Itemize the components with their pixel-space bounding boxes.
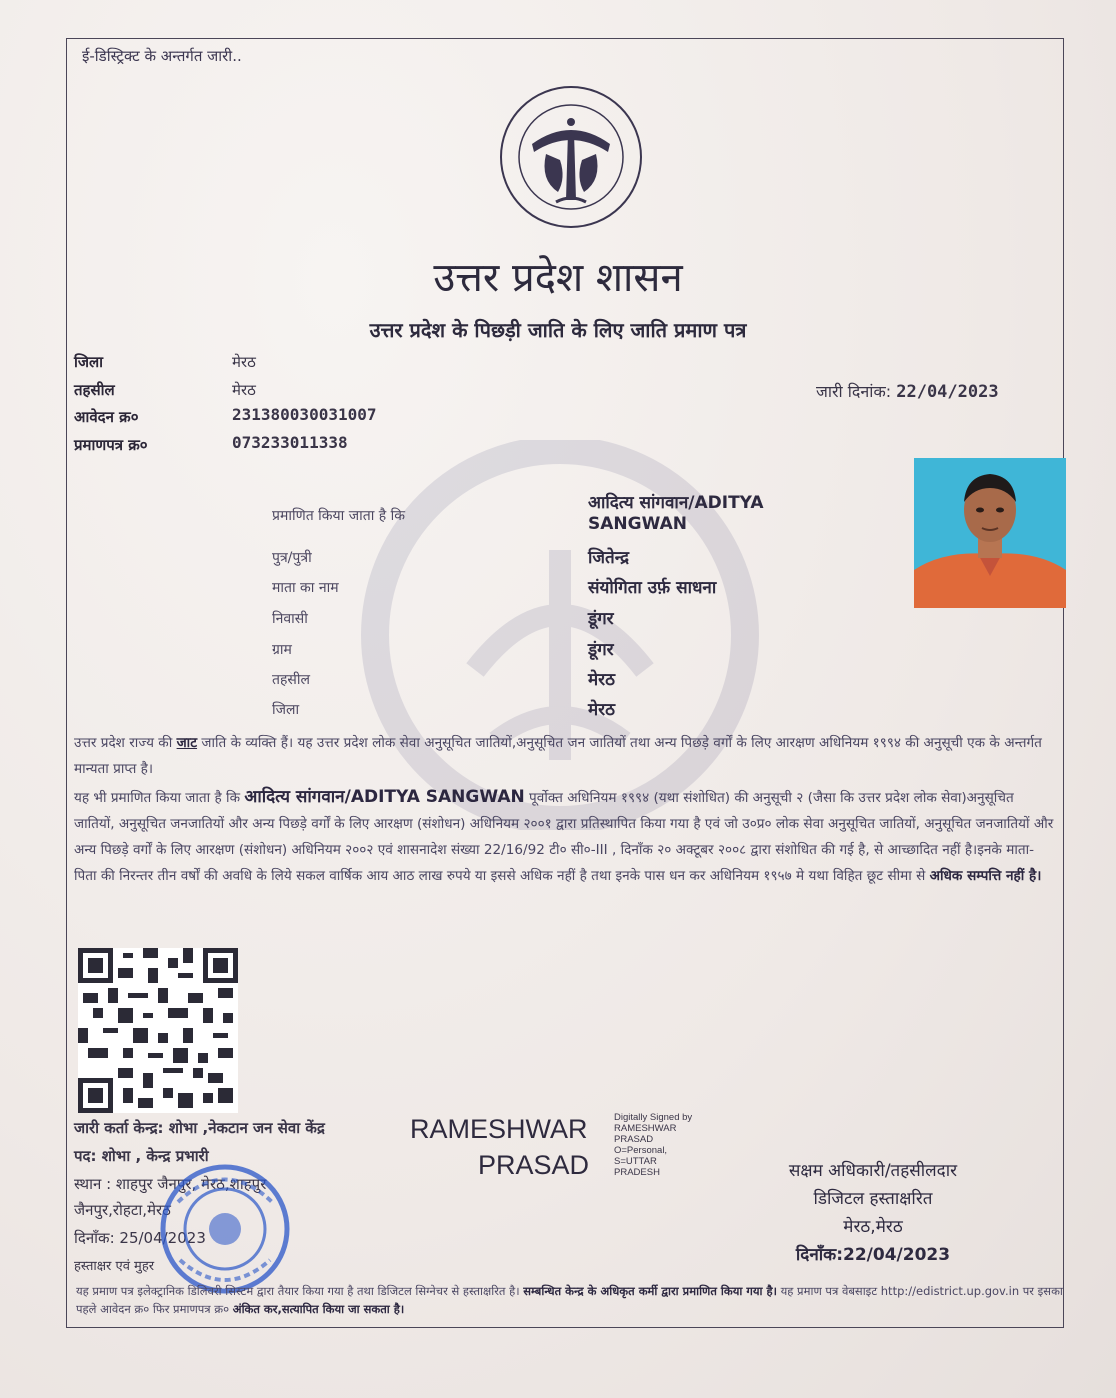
detail-label-son-daughter: पुत्र/पुत्री <box>272 550 312 566</box>
district-value: मेरठ <box>232 353 256 371</box>
up-government-emblem-icon <box>496 82 646 232</box>
issue-date-value: 22/04/2023 <box>896 382 999 402</box>
officer-title: सक्षम अधिकारी/तहसीलदार <box>788 1161 958 1181</box>
footer-bold2: अंकित कर,सत्यापित किया जा सकता है। <box>232 1302 405 1316</box>
footer-text2: यह प्रमाण पत्र वेबसाइट http://edistrict.up.gov.in पर इसका पहले आवेदन क्र० फिर प्रमाणपत्र क्र० <box>76 1284 1063 1316</box>
detail-label-certified: प्रमाणित किया जाता है कि <box>272 508 406 524</box>
detail-label-tehsil: तहसील <box>272 672 310 688</box>
detail-label-mother: माता का नाम <box>272 580 339 596</box>
digital-signer-name-line1: RAMESHWAR <box>410 1114 588 1144</box>
exclusion-statement <box>74 784 1054 889</box>
exclusion-statement-body: पूर्वोक्त अधिनियम १९९४ (यथा संशोधित) की अनुसूची २ (जैसा कि उत्तर प्रदेश लोक सेवा)अनुसूचित जातियों, अनुसूचित जनजातियों और अन्य पिछड़े वर्गों के लिए आरक्षण (संशोधन) अधिनियम २००१ द्वारा प्रतिस्थापित किया गया है एवं जो उ०प्र० लोक सेवा अनुसूचित जातियों, अनुसूचित जनजातियों और अन्य पिछड़े वर्गों के लिए आरक्षण (संशोधन) अधिनियम २००२ एवं शासनादेश संख्या 22/16/92 टी० सी०-III , दिनाँक २० अक्टूबर २००८ द्वारा संशोधित की गई है, से आच्छादित नहीं है।इनके माता-पिता की निरन्तर तीन वर्षों की अवधि के लिये सकल वार्षिक आय आठ लाख रुपये या इससे अधिक नहीं है तथा इनके पास धन कर अधिनियम १९५७ मे यथा विहित छूट सीमा से <box>74 790 1054 884</box>
caste-statement-pre: उत्तर प्रदेश राज्य की <box>74 735 177 751</box>
issuer-post: पद: शोभा , केन्द्र प्रभारी <box>74 1147 209 1165</box>
application-number-value: 231380030031007 <box>232 405 377 424</box>
issuer-sign-label: हस्ताक्षर एवं मुहर <box>74 1259 155 1274</box>
qr-code-icon <box>78 948 238 1113</box>
footer-note <box>76 1282 1066 1318</box>
certificate-number-value: 073233011338 <box>232 433 348 452</box>
application-number-label: आवेदन क्र० <box>74 408 139 426</box>
applicant-name-inline: आदित्य सांगवान/ADITYA SANGWAN <box>244 787 525 807</box>
detail-value-village: डूंगर <box>588 640 614 660</box>
signature-note-name: RAMESHWAR PRASAD <box>614 1123 677 1145</box>
issue-date-label: जारी दिनांक: <box>816 382 892 401</box>
exclusion-statement-tail: अधिक सम्पत्ति नहीं है। <box>929 868 1042 884</box>
issuer-place-line1: स्थान : शाहपुर जैनपुर, मेरठ,शाहपुर <box>74 1175 267 1193</box>
detail-value-resident: डूंगर <box>588 609 614 629</box>
district-label: जिला <box>74 353 104 371</box>
tehsil-value: मेरठ <box>232 381 256 399</box>
detail-value-district: मेरठ <box>588 700 615 720</box>
document-subtitle: उत्तर प्रदेश के पिछड़ी जाति के लिए जाति प्रमाण पत्र <box>369 318 747 342</box>
issuer-date: दिनाँक: 25/04/2023 <box>74 1229 206 1247</box>
signature-note-org: O=Personal, <box>614 1145 668 1156</box>
certificate-number-label: प्रमाणपत्र क्र० <box>74 436 148 454</box>
document-title: उत्तर प्रदेश शासन <box>433 255 683 301</box>
detail-value-name-line1: आदित्य सांगवान/ADITYA <box>588 493 764 513</box>
issue-date <box>816 380 999 402</box>
caste-statement-post: जाति के व्यक्ति हैं। यह उत्तर प्रदेश लोक सेवा अनुसूचित जातियों,अनुसूचित जन जातियों तथा अन्य पिछड़े वर्गों के लिए आरक्षण अधिनियम १९९४ की अनुसूची एक के अन्तर्गत मान्यता प्राप्त है। <box>74 735 1042 777</box>
officer-date: दिनाँक:22/04/2023 <box>795 1245 951 1265</box>
applicant-photo-icon <box>914 458 1066 608</box>
detail-value-father: जितेन्द्र <box>588 548 629 568</box>
detail-label-district: जिला <box>272 702 300 718</box>
caste-statement <box>74 730 1054 782</box>
digital-signer-name-line2: PRASAD <box>478 1150 590 1180</box>
issuing-center: जारी कर्ता केन्द्र: शोभा ,नेकटान जन सेवा केंद्र <box>74 1119 325 1137</box>
detail-label-village: ग्राम <box>272 642 292 658</box>
detail-value-tehsil: मेरठ <box>588 670 615 690</box>
officer-digital-signed: डिजिटल हस्ताक्षरित <box>813 1189 933 1209</box>
caste-name: जाट <box>176 735 198 751</box>
signature-note-state: S=UTTAR PRADESH <box>614 1156 660 1178</box>
center-seal-stamp-icon <box>158 1162 292 1296</box>
detail-label-resident: निवासी <box>272 611 308 627</box>
tehsil-label: तहसील <box>74 381 115 399</box>
officer-place: मेरठ,मेरठ <box>843 1217 903 1237</box>
exclusion-statement-pre: यह भी प्रमाणित किया जाता है कि <box>74 790 245 806</box>
detail-value-name-line2: SANGWAN <box>588 514 687 534</box>
footer-bold1: सम्बन्धित केन्द्र के अधिकृत कर्मी द्वारा प्रमाणित किया गया है। <box>523 1284 777 1298</box>
signature-note-signed-by: Digitally Signed by <box>614 1112 693 1123</box>
digital-signature-details <box>614 1112 704 1178</box>
header-note: ई-डिस्ट्रिक्ट के अन्तर्गत जारी.. <box>82 47 242 65</box>
issuer-place-line2: जैनपुर,रोहटा,मेरठ <box>74 1201 171 1219</box>
footer-text1: यह प्रमाण पत्र इलेक्ट्रानिक डिलिवरी सिस्टम द्वारा तैयार किया गया है तथा डिजिटल सिग्नेचर से हस्ताक्षरित है। <box>76 1284 524 1298</box>
detail-value-mother: संयोगिता उर्फ़ साधना <box>588 578 717 598</box>
